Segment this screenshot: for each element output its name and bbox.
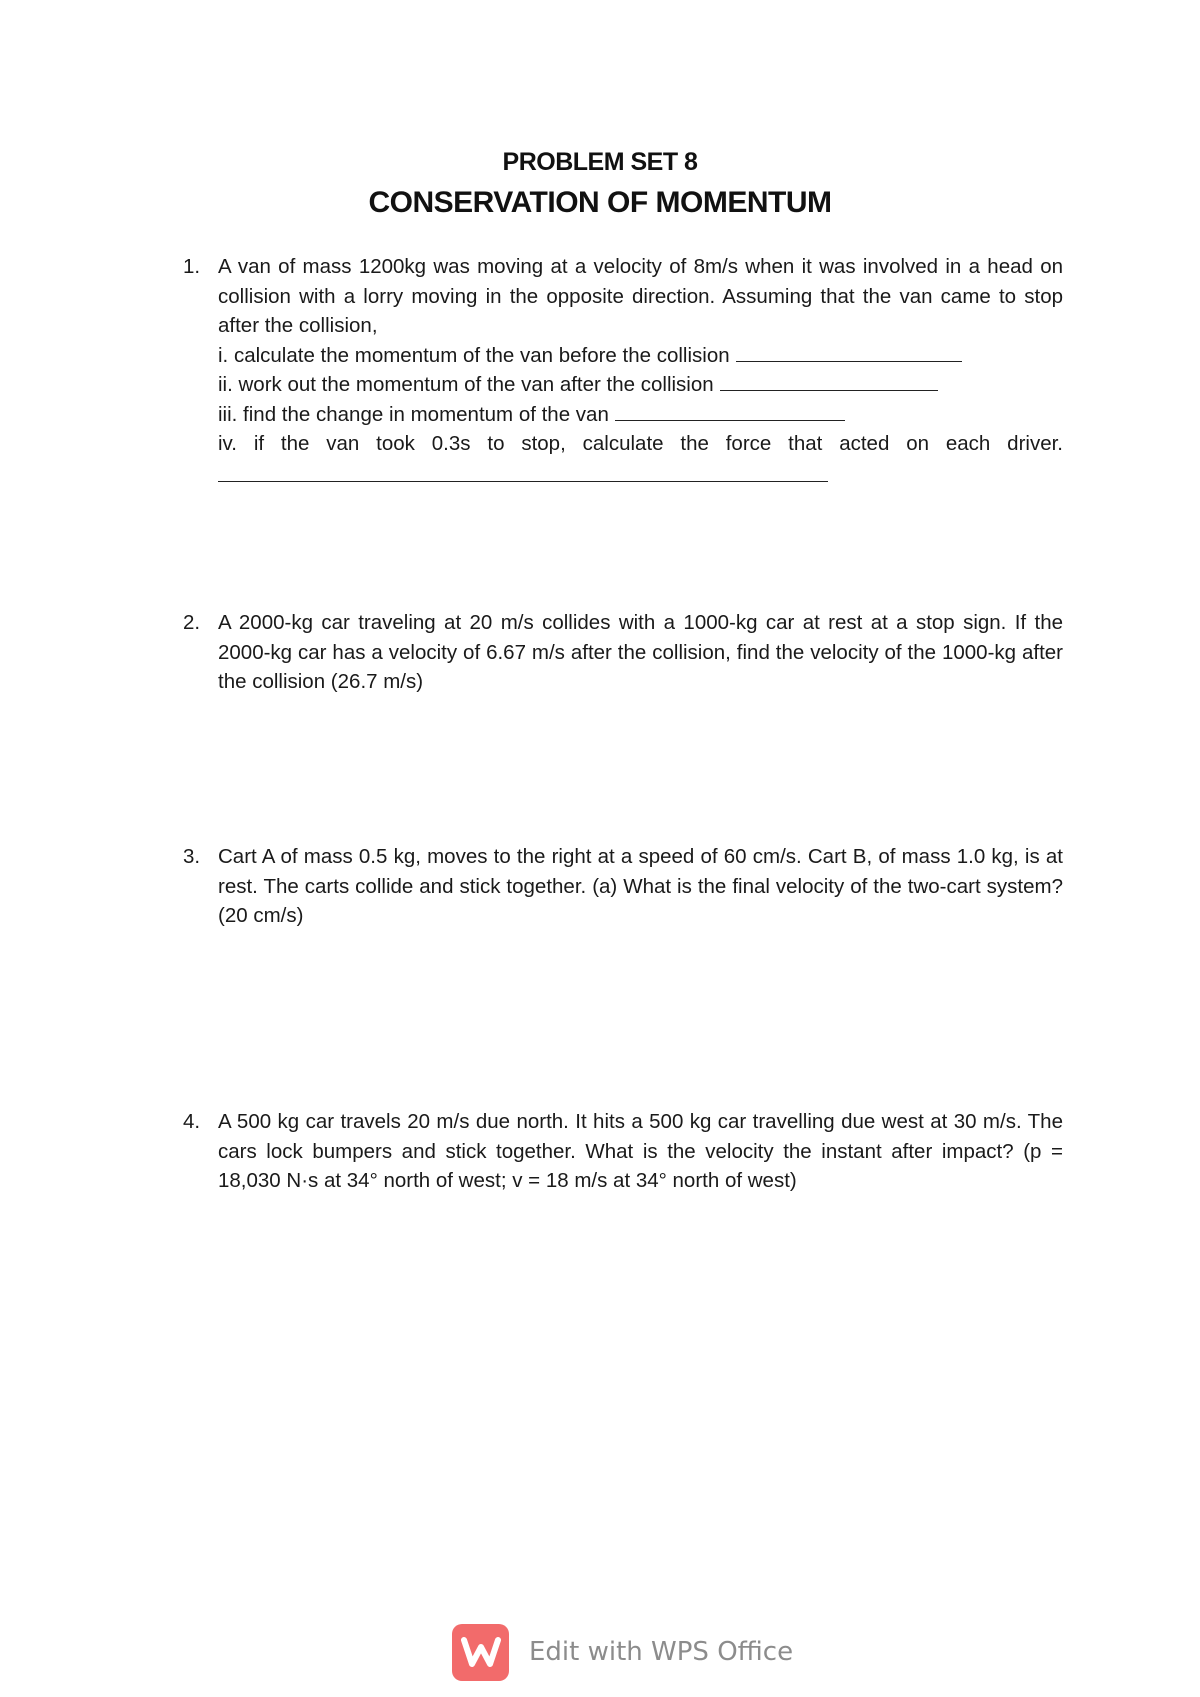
subpart-text: ii. work out the momentum of the van after the collision — [218, 373, 714, 396]
wps-watermark[interactable] — [452, 1622, 793, 1682]
question-4 — [183, 1107, 1063, 1196]
answer-blank[interactable] — [615, 400, 845, 421]
subpart-ii — [218, 370, 1063, 400]
question-2 — [183, 608, 1063, 697]
subpart-text: iii. find the change in momentum of the van — [218, 402, 609, 426]
answer-blank[interactable] — [218, 459, 828, 482]
answer-blank[interactable] — [720, 370, 938, 391]
subpart-iv-blank-row — [218, 459, 1063, 482]
question-3 — [183, 842, 1063, 931]
question-number: 2. — [183, 611, 201, 634]
answer-blank[interactable] — [736, 341, 962, 362]
question-number: 3. — [183, 845, 201, 868]
subpart-text: i. calculate the momentum of the van before the collision — [218, 343, 730, 367]
subpart-iii — [218, 400, 1063, 430]
wps-watermark-text: Edit with WPS Office — [529, 1637, 794, 1667]
wps-logo-icon — [452, 1624, 509, 1681]
subpart-iv — [218, 429, 1063, 459]
question-text: Cart A of mass 0.5 kg, moves to the right at a speed of 60 cm/s. Cart B, of mass 1.0 kg, is at rest. The carts collide and stick together. (a) What is the final velocity of the two-cart system? (20 cm/s) — [218, 845, 1063, 927]
question-number: 4. — [183, 1110, 201, 1133]
problem-set-label: PROBLEM SET 8 — [502, 148, 698, 176]
question-text: A van of mass 1200kg was moving at a velocity of 8m/s when it was involved in a head on collision with a lorry moving in the opposite direction. Assuming that the van came to stop after the collision, — [218, 255, 1063, 337]
subpart-text: iv. if the van took 0.3s to stop, calculate the force that acted on each driver. — [218, 432, 1063, 455]
question-text: A 500 kg car travels 20 m/s due north. It hits a 500 kg car travelling due west at 30 m/s. The cars lock bumpers and stick together. What is the velocity the instant after impact? (p = 18,030 N·s at 34° north of west; v = 18 m/s at 34° north of west) — [218, 1110, 1063, 1192]
question-number: 1. — [183, 255, 201, 278]
question-text: A 2000-kg car traveling at 20 m/s collides with a 1000-kg car at rest at a stop sign. If the 2000-kg car has a velocity of 6.67 m/s after the collision, find the velocity of the 1000-kg after the collision (26.7 m/s) — [218, 611, 1063, 693]
question-1 — [183, 252, 1063, 482]
subpart-i — [218, 341, 1063, 371]
document-title: CONSERVATION OF MOMENTUM — [368, 186, 832, 219]
